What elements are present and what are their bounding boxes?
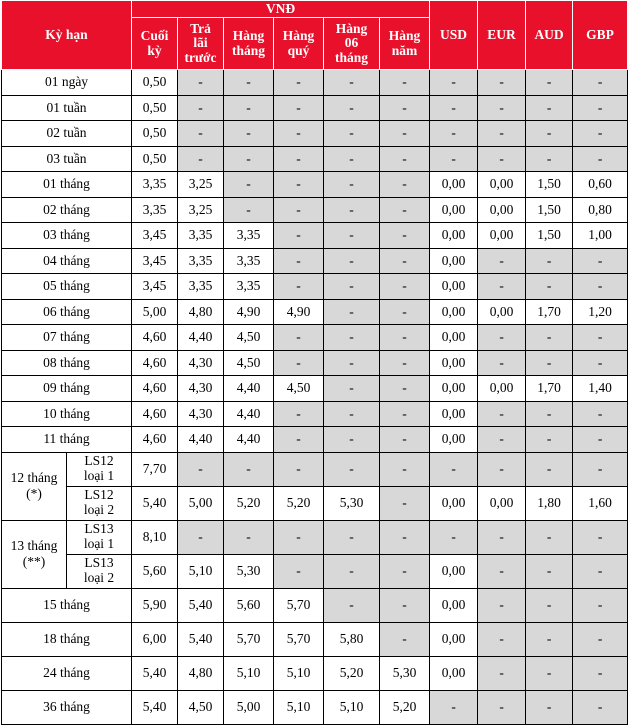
rate-cell: - xyxy=(274,325,324,351)
rate-cell: 3,35 xyxy=(132,172,178,198)
rate-cell: - xyxy=(178,146,224,172)
rate-cell: - xyxy=(478,401,526,427)
term-sub-label: LS13 loại 1 xyxy=(67,520,132,554)
rate-cell: - xyxy=(324,554,380,588)
rate-cell: - xyxy=(380,350,430,376)
rate-cell: 5,20 xyxy=(380,690,430,724)
rate-cell: - xyxy=(274,146,324,172)
rate-table-body xyxy=(2,70,628,725)
table-row xyxy=(2,452,628,486)
rate-cell: - xyxy=(526,554,573,588)
rate-cell: 4,60 xyxy=(132,401,178,427)
rate-cell: - xyxy=(324,427,380,453)
table-row xyxy=(2,588,628,622)
table-row xyxy=(2,70,628,96)
rate-cell: - xyxy=(178,452,224,486)
rate-cell: 4,50 xyxy=(224,325,274,351)
rate-cell: 5,40 xyxy=(178,588,224,622)
rate-cell: - xyxy=(380,588,430,622)
rate-cell: - xyxy=(178,121,224,147)
rate-cell: 4,90 xyxy=(274,299,324,325)
rate-cell: - xyxy=(380,121,430,147)
table-row xyxy=(2,622,628,656)
rate-cell: 1,70 xyxy=(526,299,573,325)
term-label: 09 tháng xyxy=(2,376,132,402)
rate-cell: 4,60 xyxy=(132,325,178,351)
rate-cell: 3,25 xyxy=(178,197,224,223)
rate-cell: 7,70 xyxy=(132,452,178,486)
rate-cell: - xyxy=(573,325,628,351)
rate-cell: 1,00 xyxy=(573,223,628,249)
table-row xyxy=(2,299,628,325)
term-label: 18 tháng xyxy=(2,622,132,656)
rate-cell: - xyxy=(526,325,573,351)
table-row xyxy=(2,401,628,427)
rate-cell: 0,50 xyxy=(132,121,178,147)
rate-cell: - xyxy=(274,121,324,147)
rate-cell: 4,40 xyxy=(224,401,274,427)
rate-cell: 5,20 xyxy=(324,656,380,690)
rate-cell: - xyxy=(324,350,380,376)
eur-header: EUR xyxy=(478,1,526,70)
rate-cell: 0,00 xyxy=(430,325,478,351)
rate-cell: 5,10 xyxy=(178,554,224,588)
rate-cell: - xyxy=(478,95,526,121)
term-label: 08 tháng xyxy=(2,350,132,376)
term-label: 07 tháng xyxy=(2,325,132,351)
rate-cell: 1,20 xyxy=(573,299,628,325)
rate-cell: - xyxy=(380,520,430,554)
rate-cell: 4,40 xyxy=(178,325,224,351)
term-label: 36 tháng xyxy=(2,690,132,724)
term-sub-label: LS13 loại 2 xyxy=(67,554,132,588)
rate-cell: - xyxy=(526,520,573,554)
rate-cell: 4,80 xyxy=(178,656,224,690)
rate-cell: 0,00 xyxy=(478,299,526,325)
rate-cell: - xyxy=(526,95,573,121)
rate-cell: - xyxy=(324,146,380,172)
rate-cell: 0,00 xyxy=(430,274,478,300)
rate-cell: 5,60 xyxy=(132,554,178,588)
rate-cell: 3,35 xyxy=(224,248,274,274)
rate-cell: - xyxy=(526,622,573,656)
rate-cell: - xyxy=(324,588,380,622)
rate-cell: 1,80 xyxy=(526,486,573,520)
rate-cell: - xyxy=(324,325,380,351)
rate-cell: 5,40 xyxy=(132,690,178,724)
rate-cell: - xyxy=(573,588,628,622)
usd-header: USD xyxy=(430,1,478,70)
rate-cell: 5,40 xyxy=(178,622,224,656)
rate-cell: - xyxy=(573,95,628,121)
rate-cell: - xyxy=(478,325,526,351)
rate-cell: - xyxy=(224,172,274,198)
rate-cell: - xyxy=(178,95,224,121)
rate-cell: - xyxy=(274,248,324,274)
rate-cell: - xyxy=(478,554,526,588)
rate-cell: - xyxy=(324,248,380,274)
rate-cell: 4,40 xyxy=(224,376,274,402)
rate-cell: 4,50 xyxy=(178,690,224,724)
rate-cell: - xyxy=(526,248,573,274)
term-label: 15 tháng xyxy=(2,588,132,622)
rate-cell: - xyxy=(224,70,274,96)
vnd-col-header-hang-quy: Hàng quý xyxy=(274,18,324,70)
rate-cell: 0,00 xyxy=(430,299,478,325)
rate-cell: 4,60 xyxy=(132,427,178,453)
rate-cell: 1,50 xyxy=(526,172,573,198)
rate-cell: - xyxy=(380,95,430,121)
rate-cell: - xyxy=(478,452,526,486)
rate-cell: - xyxy=(478,588,526,622)
rate-cell: - xyxy=(573,520,628,554)
rate-cell: 4,90 xyxy=(224,299,274,325)
rate-cell: 0,00 xyxy=(430,588,478,622)
table-row xyxy=(2,95,628,121)
vnd-col-header-hang-thang: Hàng tháng xyxy=(224,18,274,70)
rate-cell: 5,00 xyxy=(224,690,274,724)
table-row xyxy=(2,223,628,249)
rate-cell: - xyxy=(430,452,478,486)
rate-cell: - xyxy=(573,452,628,486)
rate-cell: 0,50 xyxy=(132,95,178,121)
rate-cell: - xyxy=(430,146,478,172)
rate-cell: 5,10 xyxy=(324,690,380,724)
rate-cell: - xyxy=(573,554,628,588)
rate-cell: - xyxy=(380,427,430,453)
gbp-header: GBP xyxy=(573,1,628,70)
rate-cell: - xyxy=(380,622,430,656)
rate-cell: - xyxy=(324,172,380,198)
rate-cell: 1,50 xyxy=(526,223,573,249)
rate-cell: 3,45 xyxy=(132,223,178,249)
rate-cell: - xyxy=(380,452,430,486)
rate-cell: 5,40 xyxy=(132,656,178,690)
rate-cell: - xyxy=(526,427,573,453)
rate-cell: - xyxy=(324,520,380,554)
rate-cell: 5,30 xyxy=(380,656,430,690)
rate-cell: - xyxy=(526,690,573,724)
rate-cell: - xyxy=(274,401,324,427)
rate-cell: 1,50 xyxy=(526,197,573,223)
rate-cell: 0,00 xyxy=(430,197,478,223)
rate-cell: - xyxy=(224,520,274,554)
rate-cell: - xyxy=(274,274,324,300)
rate-cell: 0,00 xyxy=(430,172,478,198)
rate-cell: - xyxy=(573,622,628,656)
vnd-col-header-hang-nam: Hàng năm xyxy=(380,18,430,70)
rate-cell: - xyxy=(380,376,430,402)
rate-cell: - xyxy=(324,223,380,249)
rate-cell: 4,50 xyxy=(224,350,274,376)
rate-cell: 4,30 xyxy=(178,376,224,402)
table-row xyxy=(2,376,628,402)
vnd-col-header-tra-lai-truoc: Trả lãi trước xyxy=(178,18,224,70)
rate-cell: 0,00 xyxy=(478,223,526,249)
table-row xyxy=(2,172,628,198)
rate-cell: - xyxy=(324,452,380,486)
rate-cell: 3,45 xyxy=(132,274,178,300)
rate-cell: - xyxy=(478,656,526,690)
rate-cell: - xyxy=(380,401,430,427)
rate-cell: 8,10 xyxy=(132,520,178,554)
term-label: 01 ngày xyxy=(2,70,132,96)
term-label: 03 tuần xyxy=(2,146,132,172)
vnd-group-header: VNĐ xyxy=(132,1,430,18)
rate-cell: - xyxy=(380,486,430,520)
rate-cell: 3,35 xyxy=(178,248,224,274)
rate-cell: 5,40 xyxy=(132,486,178,520)
rate-cell: - xyxy=(573,427,628,453)
rate-cell: 5,20 xyxy=(224,486,274,520)
rate-cell: 0,00 xyxy=(478,486,526,520)
rate-cell: 0,00 xyxy=(430,223,478,249)
rate-cell: 3,35 xyxy=(224,274,274,300)
rate-cell: 5,10 xyxy=(274,690,324,724)
rate-cell: - xyxy=(478,146,526,172)
rate-cell: - xyxy=(430,70,478,96)
rate-cell: - xyxy=(573,401,628,427)
rate-cell: - xyxy=(573,70,628,96)
rate-cell: 1,60 xyxy=(573,486,628,520)
rate-cell: - xyxy=(478,427,526,453)
rate-cell: - xyxy=(526,70,573,96)
term-label: 01 tháng xyxy=(2,172,132,198)
rate-cell: - xyxy=(526,588,573,622)
rate-cell: - xyxy=(430,690,478,724)
table-row xyxy=(2,486,628,520)
rate-cell: - xyxy=(324,376,380,402)
rate-cell: - xyxy=(178,520,224,554)
rate-cell: 5,90 xyxy=(132,588,178,622)
rate-cell: 0,50 xyxy=(132,146,178,172)
rate-cell: 1,40 xyxy=(573,376,628,402)
rate-cell: - xyxy=(274,452,324,486)
rate-cell: 3,25 xyxy=(178,172,224,198)
rate-cell: 0,00 xyxy=(430,656,478,690)
term-label: 02 tháng xyxy=(2,197,132,223)
rate-cell: 5,30 xyxy=(224,554,274,588)
rate-cell: - xyxy=(324,299,380,325)
rate-cell: - xyxy=(324,197,380,223)
table-row xyxy=(2,520,628,554)
rate-cell: - xyxy=(380,70,430,96)
rate-cell: - xyxy=(478,622,526,656)
rate-cell: - xyxy=(526,146,573,172)
rate-cell: - xyxy=(274,427,324,453)
rate-cell: - xyxy=(274,350,324,376)
rate-cell: 5,10 xyxy=(224,656,274,690)
rate-cell: - xyxy=(380,554,430,588)
rate-cell: - xyxy=(478,248,526,274)
rate-cell: - xyxy=(430,95,478,121)
rate-cell: 0,80 xyxy=(573,197,628,223)
rate-cell: - xyxy=(573,350,628,376)
rate-cell: 5,70 xyxy=(274,588,324,622)
deposit-rate-table xyxy=(1,0,628,725)
rate-cell: - xyxy=(478,690,526,724)
rate-cell: 4,30 xyxy=(178,350,224,376)
rate-cell: - xyxy=(274,70,324,96)
rate-cell: - xyxy=(380,248,430,274)
rate-cell: 4,80 xyxy=(178,299,224,325)
rate-cell: 0,00 xyxy=(430,401,478,427)
term-label: 01 tuần xyxy=(2,95,132,121)
table-row xyxy=(2,554,628,588)
rate-cell: 0,00 xyxy=(430,376,478,402)
term-label: 05 tháng xyxy=(2,274,132,300)
vnd-col-header-cuoi-ky: Cuối kỳ xyxy=(132,18,178,70)
rate-cell: 5,70 xyxy=(274,622,324,656)
rate-cell: 4,60 xyxy=(132,376,178,402)
rate-cell: - xyxy=(380,146,430,172)
table-row xyxy=(2,146,628,172)
rate-cell: 5,00 xyxy=(132,299,178,325)
rate-cell: - xyxy=(380,172,430,198)
rate-cell: - xyxy=(274,172,324,198)
rate-cell: - xyxy=(324,274,380,300)
rate-cell: 4,40 xyxy=(224,427,274,453)
rate-cell: - xyxy=(274,197,324,223)
rate-cell: 0,00 xyxy=(430,554,478,588)
rate-cell: - xyxy=(380,325,430,351)
rate-cell: 5,80 xyxy=(324,622,380,656)
term-sub-label: LS12 loại 1 xyxy=(67,452,132,486)
rate-cell: 0,00 xyxy=(478,172,526,198)
rate-cell: 0,00 xyxy=(478,197,526,223)
rate-cell: 3,35 xyxy=(178,274,224,300)
rate-cell: 0,00 xyxy=(478,376,526,402)
rate-cell: - xyxy=(573,248,628,274)
rate-cell: - xyxy=(224,121,274,147)
table-row xyxy=(2,325,628,351)
rate-cell: - xyxy=(478,121,526,147)
rate-cell: - xyxy=(274,554,324,588)
rate-cell: 0,60 xyxy=(573,172,628,198)
rate-cell: - xyxy=(224,95,274,121)
rate-cell: 0,00 xyxy=(430,248,478,274)
rate-cell: - xyxy=(224,452,274,486)
term-label: 04 tháng xyxy=(2,248,132,274)
term-label: 06 tháng xyxy=(2,299,132,325)
rate-cell: 0,50 xyxy=(132,70,178,96)
rate-cell: 5,70 xyxy=(224,622,274,656)
rate-cell: - xyxy=(380,299,430,325)
rate-cell: - xyxy=(274,520,324,554)
rate-cell: 4,60 xyxy=(132,350,178,376)
term-group-label: 12 tháng (*) xyxy=(2,452,67,520)
rate-cell: - xyxy=(478,520,526,554)
table-row xyxy=(2,274,628,300)
table-row xyxy=(2,656,628,690)
term-label: 10 tháng xyxy=(2,401,132,427)
rate-cell: 0,00 xyxy=(430,350,478,376)
term-label: 02 tuần xyxy=(2,121,132,147)
rate-cell: 4,30 xyxy=(178,401,224,427)
term-label: 03 tháng xyxy=(2,223,132,249)
rate-cell: - xyxy=(573,690,628,724)
table-row xyxy=(2,121,628,147)
rate-cell: 1,70 xyxy=(526,376,573,402)
term-group-label: 13 tháng (**) xyxy=(2,520,67,588)
table-row xyxy=(2,427,628,453)
rate-cell: 5,10 xyxy=(274,656,324,690)
term-sub-label: LS12 loại 2 xyxy=(67,486,132,520)
term-label: 11 tháng xyxy=(2,427,132,453)
rate-cell: - xyxy=(478,70,526,96)
rate-cell: - xyxy=(430,121,478,147)
rate-cell: - xyxy=(380,274,430,300)
rate-cell: - xyxy=(526,452,573,486)
rate-cell: 4,50 xyxy=(274,376,324,402)
rate-cell: - xyxy=(324,70,380,96)
rate-cell: - xyxy=(380,223,430,249)
aud-header: AUD xyxy=(526,1,573,70)
rate-cell: 0,00 xyxy=(430,427,478,453)
rate-cell: - xyxy=(478,274,526,300)
rate-cell: - xyxy=(274,223,324,249)
rate-cell: - xyxy=(573,146,628,172)
rate-cell: - xyxy=(430,520,478,554)
rate-cell: - xyxy=(224,146,274,172)
rate-cell: - xyxy=(526,350,573,376)
rate-cell: - xyxy=(573,274,628,300)
table-row xyxy=(2,690,628,724)
rate-cell: - xyxy=(526,121,573,147)
rate-cell: - xyxy=(526,656,573,690)
rate-cell: 5,30 xyxy=(324,486,380,520)
term-header: Kỳ hạn xyxy=(2,1,132,70)
rate-cell: - xyxy=(274,95,324,121)
rate-cell: 3,35 xyxy=(178,223,224,249)
rate-cell: - xyxy=(224,197,274,223)
table-row xyxy=(2,350,628,376)
table-row xyxy=(2,248,628,274)
rate-cell: - xyxy=(478,350,526,376)
rate-cell: 3,45 xyxy=(132,248,178,274)
rate-cell: - xyxy=(573,121,628,147)
term-label: 24 tháng xyxy=(2,656,132,690)
rate-cell: 5,00 xyxy=(178,486,224,520)
table-row xyxy=(2,197,628,223)
rate-cell: - xyxy=(324,95,380,121)
rate-cell: - xyxy=(526,274,573,300)
rate-cell: 0,00 xyxy=(430,486,478,520)
rate-cell: - xyxy=(324,121,380,147)
rate-cell: - xyxy=(324,401,380,427)
rate-cell: - xyxy=(380,197,430,223)
rate-cell: 3,35 xyxy=(132,197,178,223)
rate-cell: - xyxy=(526,401,573,427)
rate-cell: 6,00 xyxy=(132,622,178,656)
rate-cell: 4,40 xyxy=(178,427,224,453)
rate-cell: - xyxy=(573,656,628,690)
vnd-col-header-hang-06-thang: Hàng 06 tháng xyxy=(324,18,380,70)
rate-cell: 0,00 xyxy=(430,622,478,656)
rate-cell: 5,20 xyxy=(274,486,324,520)
rate-cell: - xyxy=(178,70,224,96)
rate-cell: 3,35 xyxy=(224,223,274,249)
rate-cell: 5,60 xyxy=(224,588,274,622)
